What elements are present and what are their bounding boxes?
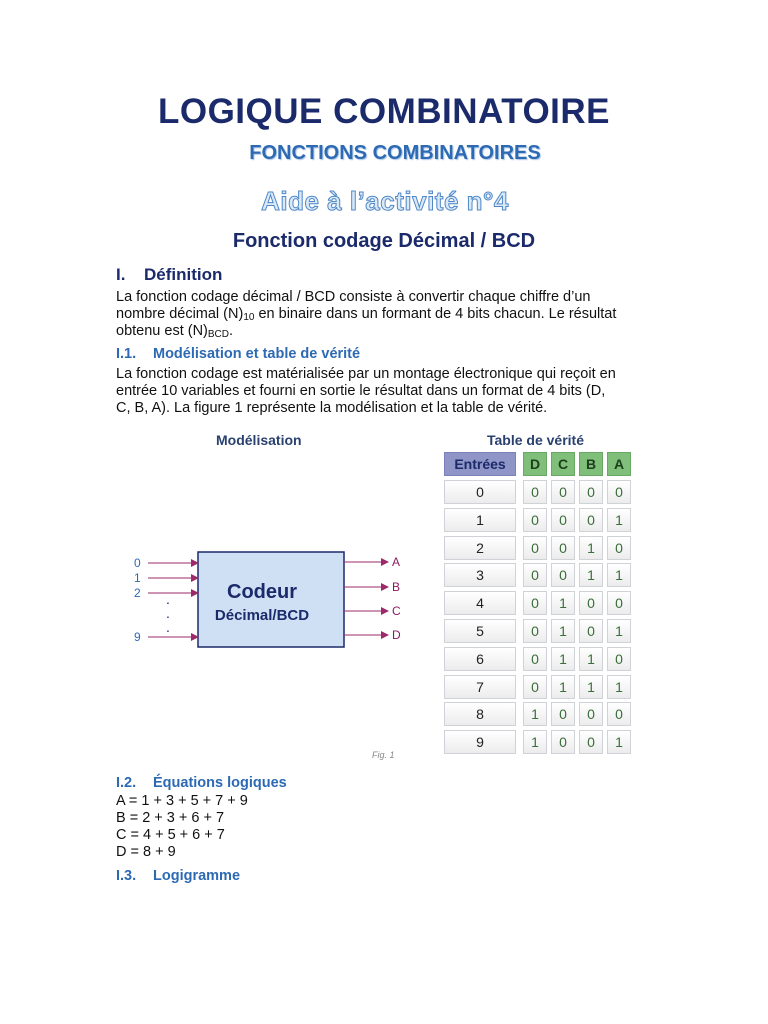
table-cell-bit: 1 (551, 647, 575, 671)
table-cell-input: 4 (444, 591, 516, 615)
table-cell-bit: 0 (579, 702, 603, 726)
table-cell-bit: 0 (523, 647, 547, 671)
equations-list (116, 793, 248, 861)
heading-label: Définition (144, 265, 223, 284)
output-label-a: A (392, 555, 401, 569)
output-label-b: B (392, 580, 401, 594)
subscript-bcd: BCD (207, 329, 230, 340)
paragraph-line: C, B, A). La figure 1 représente la modélisation et la table de vérité. (116, 400, 548, 416)
paragraph-line: La fonction codage est matérialisée par un montage électronique qui reçoit en (116, 366, 616, 382)
ellipsis-dot: . (166, 619, 170, 635)
table-cell-bit: 0 (579, 619, 603, 643)
header-a: A (607, 452, 631, 476)
heading-label: Logigramme (153, 868, 241, 884)
heading-definition (116, 265, 222, 285)
table-cell-bit: 1 (579, 675, 603, 699)
table-cell-bit: 0 (607, 591, 631, 615)
table-cell-bit: 0 (523, 563, 547, 587)
table-cell-bit: 0 (607, 702, 631, 726)
table-cell-input: 2 (444, 536, 516, 560)
paragraph-line: nombre décimal $(N)_{10}$ en binaire dans un formant de 4 bits chacun. Le résultat (116, 306, 617, 323)
table-cell-bit: 0 (551, 563, 575, 587)
table-cell-bit: 0 (551, 480, 575, 504)
heading-label: Équations logiques (153, 775, 287, 791)
table-cell-bit: 0 (607, 480, 631, 504)
document-subtitle: FONCTIONS COMBINATOIRES (249, 142, 541, 164)
encoder-diagram (120, 540, 420, 700)
figure-caption: Fig. 1 (372, 750, 395, 760)
table-cell-bit: 1 (579, 563, 603, 587)
table-cell-input: 7 (444, 675, 516, 699)
heading-number: I. (116, 265, 126, 284)
table-cell-bit: 1 (579, 647, 603, 671)
table-cell-bit: 1 (551, 675, 575, 699)
paragraph-line: obtenu est $(N)_{BCD}$. (116, 323, 234, 340)
paragraph-line: entrée 10 variables et fourni en sortie le résultat dans un format de 4 bits (D, (116, 383, 606, 399)
input-label-0: 0 (134, 556, 141, 570)
table-cell-bit: 0 (579, 591, 603, 615)
table-cell-input: 0 (444, 480, 516, 504)
table-cell-input: 3 (444, 563, 516, 587)
header-c: C (551, 452, 575, 476)
table-cell-bit: 0 (523, 508, 547, 532)
table-cell-bit: 0 (551, 702, 575, 726)
ellipsis-dot: . (166, 591, 170, 607)
equation-a: A = 1 + 3 + 5 + 7 + 9 (116, 793, 248, 809)
table-cell-input: 9 (444, 730, 516, 754)
output-label-c: C (392, 604, 401, 618)
heading-label: Modélisation et table de vérité (153, 346, 361, 362)
encoder-subtitle: Décimal/BCD (214, 607, 310, 624)
table-cell-bit: 1 (551, 619, 575, 643)
table-cell-input: 5 (444, 619, 516, 643)
table-cell-bit: 0 (523, 591, 547, 615)
output-label-d: D (392, 628, 401, 642)
table-cell-bit: 1 (607, 675, 631, 699)
header-entrees: Entrées (444, 452, 516, 476)
heading-equations (116, 775, 287, 791)
encoder-title: Codeur (227, 581, 297, 603)
modelisation-paragraph (116, 366, 656, 417)
table-label: Table de vérité (487, 432, 585, 448)
table-cell-bit: 1 (607, 563, 631, 587)
table-cell-input: 1 (444, 508, 516, 532)
table-cell-bit: 0 (551, 508, 575, 532)
header-b: B (579, 452, 603, 476)
ellipsis-dot: . (166, 605, 170, 621)
table-cell-bit: 0 (523, 619, 547, 643)
table-cell-bit: 1 (607, 730, 631, 754)
table-cell-bit: 0 (523, 675, 547, 699)
table-cell-bit: 1 (579, 536, 603, 560)
table-cell-bit: 0 (523, 480, 547, 504)
heading-number: I.3. (116, 868, 137, 884)
section-title: Fonction codage Décimal / BCD (232, 230, 536, 252)
heading-modelisation (116, 346, 360, 362)
table-cell-bit: 0 (579, 508, 603, 532)
table-cell-bit: 1 (523, 730, 547, 754)
input-label-2: 2 (134, 586, 141, 600)
modelisation-label: Modélisation (216, 432, 302, 448)
table-cell-bit: 1 (607, 508, 631, 532)
table-cell-input: 8 (444, 702, 516, 726)
heading-logigramme (116, 868, 240, 884)
equation-b: B = 2 + 3 + 6 + 7 (116, 810, 225, 826)
subscript-base-10: 10 (243, 312, 255, 323)
equation-d: D = 8 + 9 (116, 844, 176, 860)
table-cell-bit: 1 (607, 619, 631, 643)
table-cell-bit: 0 (551, 730, 575, 754)
table-cell-input: 6 (444, 647, 516, 671)
heading-number: I.1. (116, 346, 137, 362)
table-cell-bit: 0 (579, 480, 603, 504)
activity-heading: Aide à l’activité n°4 (261, 186, 509, 216)
equation-c: C = 4 + 5 + 6 + 7 (116, 827, 225, 843)
table-cell-bit: 0 (551, 536, 575, 560)
table-cell-bit: 1 (523, 702, 547, 726)
table-cell-bit: 0 (607, 536, 631, 560)
header-d: D (523, 452, 547, 476)
input-label-9: 9 (134, 630, 141, 644)
heading-number: I.2. (116, 775, 137, 791)
table-cell-bit: 0 (579, 730, 603, 754)
paragraph-line: La fonction codage décimal / BCD consiste à convertir chaque chiffre d’un (116, 289, 591, 305)
table-cell-bit: 1 (551, 591, 575, 615)
table-cell-bit: 0 (607, 647, 631, 671)
input-label-1: 1 (134, 571, 141, 585)
document-title: LOGIQUE COMBINATOIRE (157, 92, 611, 131)
table-cell-bit: 0 (523, 536, 547, 560)
definition-paragraph (116, 289, 656, 340)
